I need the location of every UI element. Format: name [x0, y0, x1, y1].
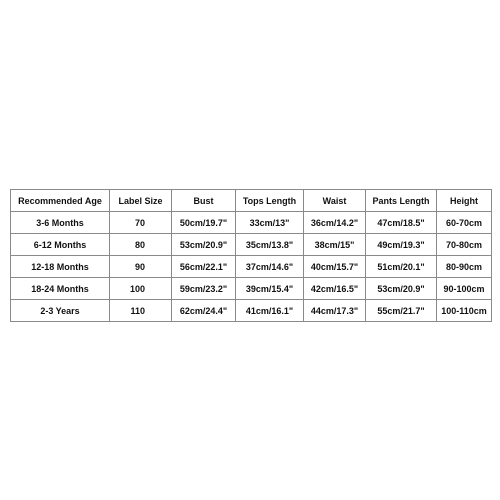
header-label-size: Label Size — [110, 190, 172, 212]
header-bust: Bust — [172, 190, 236, 212]
cell-height: 100-110cm — [437, 300, 492, 322]
cell-tops-length: 33cm/13" — [236, 212, 304, 234]
cell-pants-length: 49cm/19.3" — [366, 234, 437, 256]
cell-pants-length: 47cm/18.5" — [366, 212, 437, 234]
cell-height: 80-90cm — [437, 256, 492, 278]
table-row — [11, 300, 492, 322]
cell-recommended-age: 18-24 Months — [11, 278, 110, 300]
cell-waist: 36cm/14.2" — [304, 212, 366, 234]
cell-bust: 59cm/23.2" — [172, 278, 236, 300]
cell-height: 90-100cm — [437, 278, 492, 300]
header-waist: Waist — [304, 190, 366, 212]
cell-recommended-age: 6-12 Months — [11, 234, 110, 256]
cell-height: 70-80cm — [437, 234, 492, 256]
cell-tops-length: 37cm/14.6" — [236, 256, 304, 278]
header-row — [11, 190, 492, 212]
cell-bust: 53cm/20.9" — [172, 234, 236, 256]
header-height: Height — [437, 190, 492, 212]
cell-waist: 44cm/17.3" — [304, 300, 366, 322]
cell-waist: 38cm/15" — [304, 234, 366, 256]
table-row — [11, 278, 492, 300]
header-pants-length: Pants Length — [366, 190, 437, 212]
table-row — [11, 234, 492, 256]
cell-recommended-age: 2-3 Years — [11, 300, 110, 322]
cell-bust: 62cm/24.4" — [172, 300, 236, 322]
cell-label-size: 110 — [110, 300, 172, 322]
cell-pants-length: 55cm/21.7" — [366, 300, 437, 322]
cell-tops-length: 39cm/15.4" — [236, 278, 304, 300]
cell-bust: 50cm/19.7" — [172, 212, 236, 234]
cell-tops-length: 41cm/16.1" — [236, 300, 304, 322]
cell-label-size: 80 — [110, 234, 172, 256]
cell-waist: 42cm/16.5" — [304, 278, 366, 300]
size-chart-table — [10, 189, 492, 322]
table-row — [11, 256, 492, 278]
cell-waist: 40cm/15.7" — [304, 256, 366, 278]
cell-recommended-age: 3-6 Months — [11, 212, 110, 234]
cell-bust: 56cm/22.1" — [172, 256, 236, 278]
cell-tops-length: 35cm/13.8" — [236, 234, 304, 256]
header-tops-length: Tops Length — [236, 190, 304, 212]
cell-label-size: 70 — [110, 212, 172, 234]
cell-recommended-age: 12-18 Months — [11, 256, 110, 278]
header-recommended-age: Recommended Age — [11, 190, 110, 212]
cell-pants-length: 51cm/20.1" — [366, 256, 437, 278]
cell-label-size: 90 — [110, 256, 172, 278]
cell-pants-length: 53cm/20.9" — [366, 278, 437, 300]
cell-label-size: 100 — [110, 278, 172, 300]
table-row — [11, 212, 492, 234]
cell-height: 60-70cm — [437, 212, 492, 234]
